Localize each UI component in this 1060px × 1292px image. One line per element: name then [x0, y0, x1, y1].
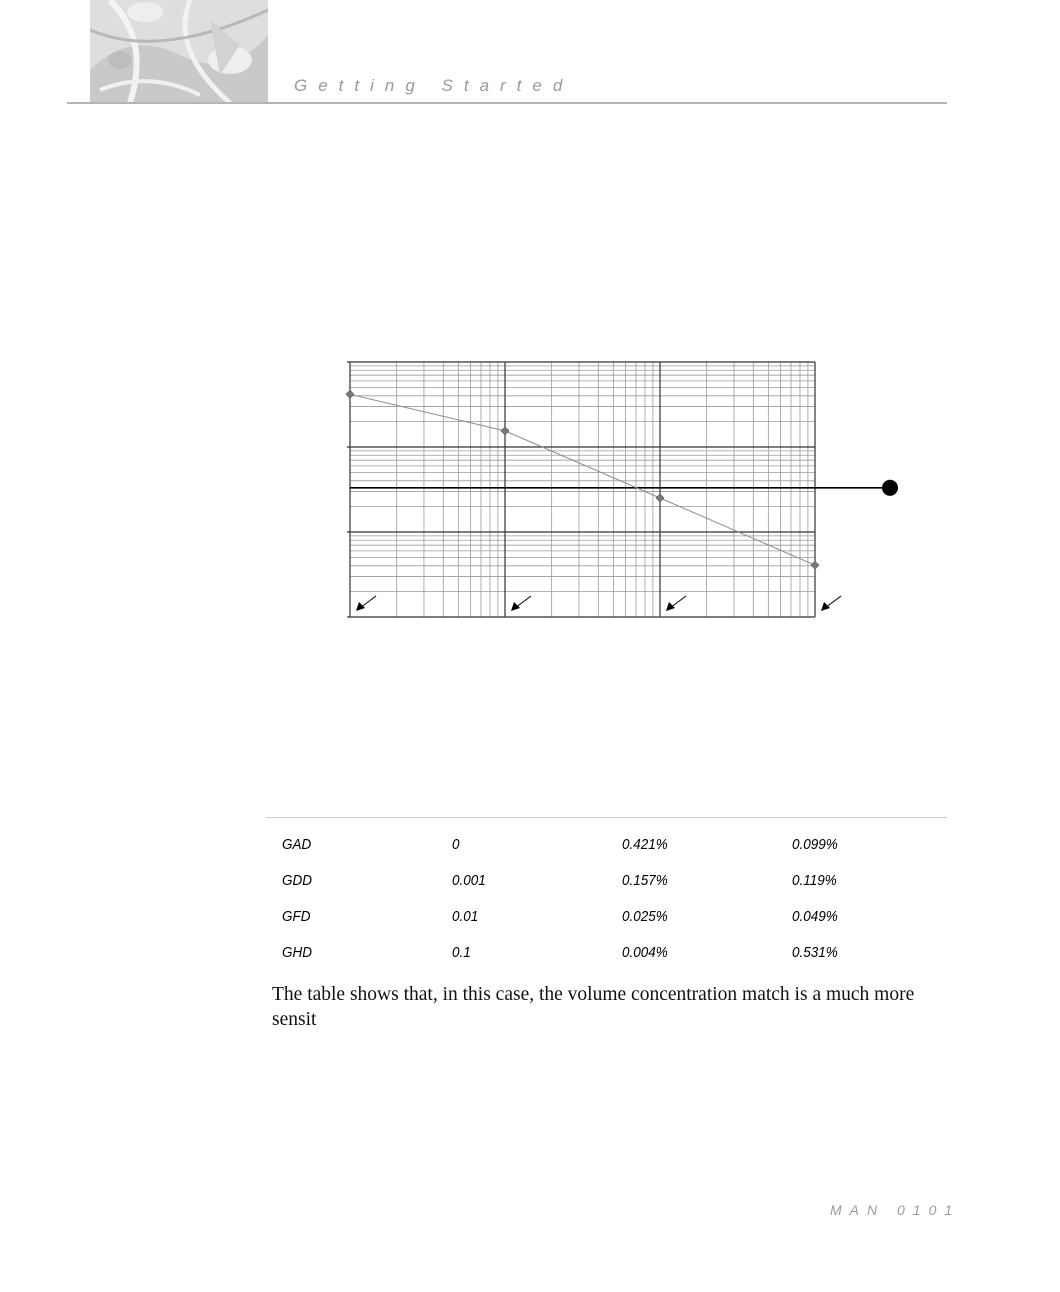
series-line	[350, 394, 815, 565]
data-point	[501, 427, 509, 435]
table-cell: 0	[452, 836, 460, 853]
annotation-arrowhead	[666, 602, 675, 611]
leaf-ornament-logo	[90, 0, 268, 103]
table-cell: 0.157%	[622, 872, 668, 889]
table-cell: 0.001	[452, 872, 486, 889]
table-cell: 0.421%	[622, 836, 668, 853]
table-row-label: GAD	[282, 836, 312, 853]
reference-marker	[882, 480, 898, 496]
data-point	[346, 390, 354, 398]
table-cell: 0.1	[452, 944, 471, 961]
data-point	[656, 494, 664, 502]
annotation-arrowhead	[511, 602, 520, 611]
table-row-label: GDD	[282, 872, 313, 889]
table-cell: 0.531%	[792, 944, 838, 961]
table-cell: 0.049%	[792, 908, 838, 925]
annotation-arrowhead	[821, 602, 830, 611]
table-cell: 0.01	[452, 908, 479, 925]
table-cell: 0.119%	[792, 872, 837, 889]
table-row-label: GFD	[282, 908, 311, 925]
table-cell: 0.025%	[622, 908, 668, 925]
data-point	[811, 561, 819, 569]
table-cell: 0.004%	[622, 944, 668, 961]
document-code: MAN 0101	[830, 1202, 961, 1218]
header-divider	[67, 102, 947, 104]
table-cell: 0.099%	[792, 836, 838, 853]
body-paragraph: The table shows that, in this case, the volume concentration match is a much more sensit	[272, 984, 915, 1030]
table-row-label: GHD	[282, 944, 313, 961]
table-divider	[266, 817, 947, 818]
page-header-title: Getting Started	[294, 76, 574, 95]
log-log-chart	[330, 350, 910, 640]
annotation-arrowhead	[356, 602, 365, 611]
